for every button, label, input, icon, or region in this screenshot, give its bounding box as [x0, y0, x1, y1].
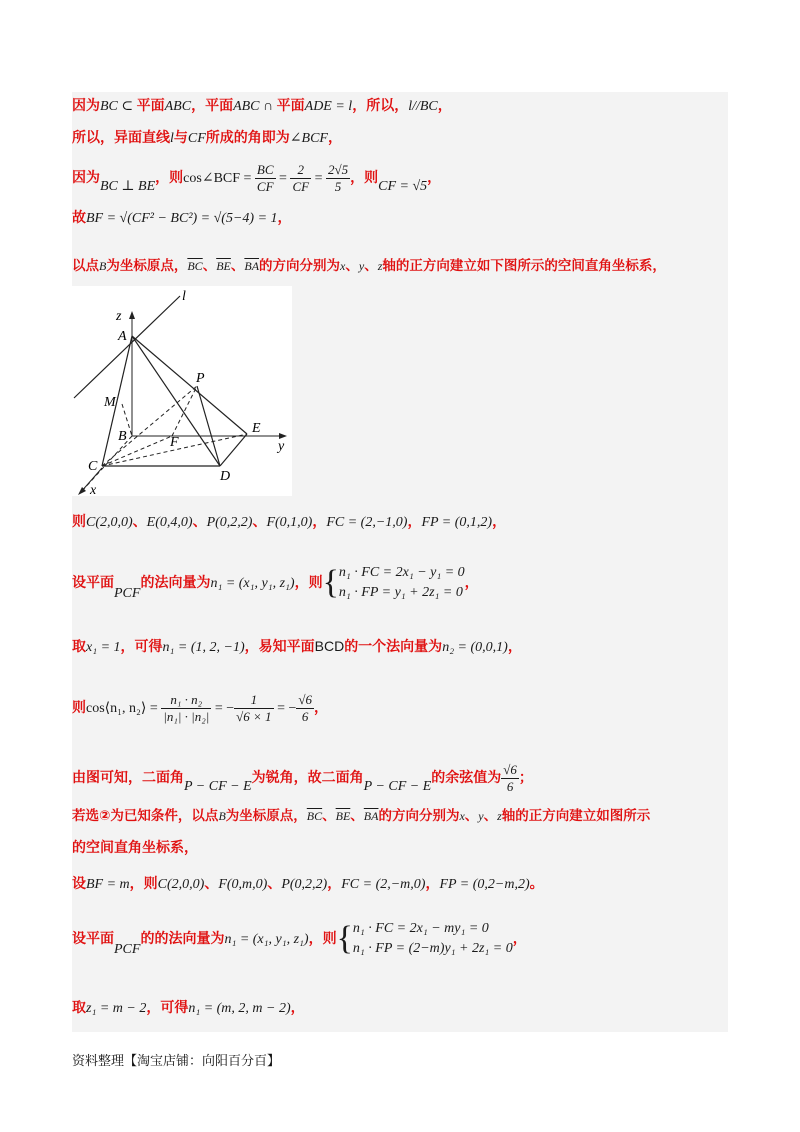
system-brace: {: [322, 564, 339, 601]
label-D: D: [220, 469, 231, 484]
solution-line-13: 设BF = m，则C(2,0,0)、F(0,m,0)、P(0,2,2)，FC = (2,−m,0)，FP = (0,2−m,2)。: [72, 876, 544, 892]
solution-line-11: 若选②为已知条件，以点B为坐标原点，$\overline{BC}$、$\overline{BE}$、$\overline{BA}$的方向分别为x、y、z轴的正方向建立如图所示: [72, 808, 651, 824]
dashed-FP: [172, 386, 197, 436]
label-y: y: [278, 439, 285, 454]
solution-line-1: 因为BC ⊂ 平面ABC，平面ABC ∩ 平面ADE = l，所以，l//BC，: [72, 98, 452, 114]
label-x: x: [90, 483, 97, 496]
label-M: M: [104, 395, 116, 410]
edge-AE: [132, 336, 247, 434]
label-z: z: [116, 309, 122, 324]
solution-line-14: 设平面PCF的的法向量为n₁ = (x₁, y₁, z₁)，则{ n₁ · FC = 2x₁ − my₁ = 0 n₁ · FP = (2−m)y₁ + 2z₁ = 0 ，: [72, 920, 527, 957]
pyramid-coordinate-diagram: [72, 286, 292, 496]
equation-system: n₁ · FC = 2x₁ − y₁ = 0 n₁ · FP = y₁ + 2z₁ = 0: [338, 565, 465, 600]
edge-DE: [220, 434, 247, 466]
solution-line-12: 的空间直角坐标系，: [72, 840, 198, 856]
solution-line-10: 由图可知，二面角P − CF − E为锐角，故二面角P − CF − E的余弦值为 $\frac{√6}{6}$ ；: [72, 761, 533, 794]
fraction-1-sqrt6: $\frac{1}{√6 \times 1}$: [236, 691, 272, 724]
label-A: A: [118, 329, 127, 344]
label-P: P: [196, 371, 205, 386]
edge-PD: [197, 386, 220, 466]
dashed-CF: [102, 436, 172, 466]
equation-system: n₁ · FC = 2x₁ − my₁ = 0 n₁ · FP = (2−m)y₁ + 2z₁ = 0: [352, 921, 513, 956]
label-F: F: [170, 435, 179, 450]
solution-line-15: 取z₁ = m − 2，可得n₁ = (m, 2, m − 2)，: [72, 1000, 305, 1016]
geometry-figure: [72, 286, 292, 496]
label-l: l: [182, 289, 186, 304]
z-axis-arrow: [129, 311, 135, 319]
solution-line-8: 取x₁ = 1，可得n₁ = (1, 2, −1)，易知平面BCD的一个法向量为n₂ = (0,0,1)，: [72, 638, 522, 655]
label-C: C: [88, 459, 98, 474]
solution-line-9: 则cos⟨n₁, n₂⟩ = $\frac{\text{n₁ · n₂}}{\text{|n₁| · |n₂|}}$ = − $\frac{1}{√6 \times 1}$ = − $\frac{√6}{6}$ ，: [72, 691, 328, 724]
fraction-2-cf: $\frac{2}{CF}$: [292, 161, 310, 194]
fraction-cosine-value: $\frac{√6}{6}$: [503, 761, 517, 794]
solution-line-2: 所以，异面直线l与CF所成的角即为∠BCF，: [72, 130, 342, 146]
solution-line-4: 故BF = √(CF² − BC²) = √(5−4) = 1，: [72, 210, 292, 226]
system-brace: {: [336, 920, 353, 957]
solution-line-5: 以点B为坐标原点，$\overline{BC}$、$\overline{BE}$、$\overline{BA}$的方向分别为x、y、z轴的正方向建立如下图所示的空间直角坐标系，: [72, 258, 666, 274]
footer-source: 资料整理【淘宝店铺：向阳百分百】: [72, 1054, 281, 1069]
label-E: E: [252, 421, 261, 436]
fraction-2sqrt5-5: $\frac{2√5}{5}$: [327, 161, 349, 194]
fraction-sqrt6-6: $\frac{√6}{6}$: [298, 691, 312, 724]
solution-line-6: 则C(2,0,0)、E(0,4,0)、P(0,2,2)、F(0,1,0)，FC = (2,−1,0)，FP = (0,1,2)，: [72, 514, 507, 530]
label-B: B: [118, 429, 127, 444]
solution-line-3: 因为BC ⊥ BE，则cos∠BCF = $\frac{BC}{CF}$ = $\frac{2}{CF}$ = $\frac{2√5}{5}$ ，则CF = √5，: [72, 161, 442, 194]
fraction-dot-product: $\frac{\text{n₁ · n₂}}{\text{|n₁| · |n₂|}}$: [163, 691, 210, 724]
fraction-bc-cf: $\frac{BC}{CF}$: [256, 161, 274, 194]
solution-line-7: 设平面PCF的法向量为n₁ = (x₁, y₁, z₁)，则{ n₁ · FC = 2x₁ − y₁ = 0 n₁ · FP = y₁ + 2z₁ = 0 ，: [72, 564, 479, 601]
